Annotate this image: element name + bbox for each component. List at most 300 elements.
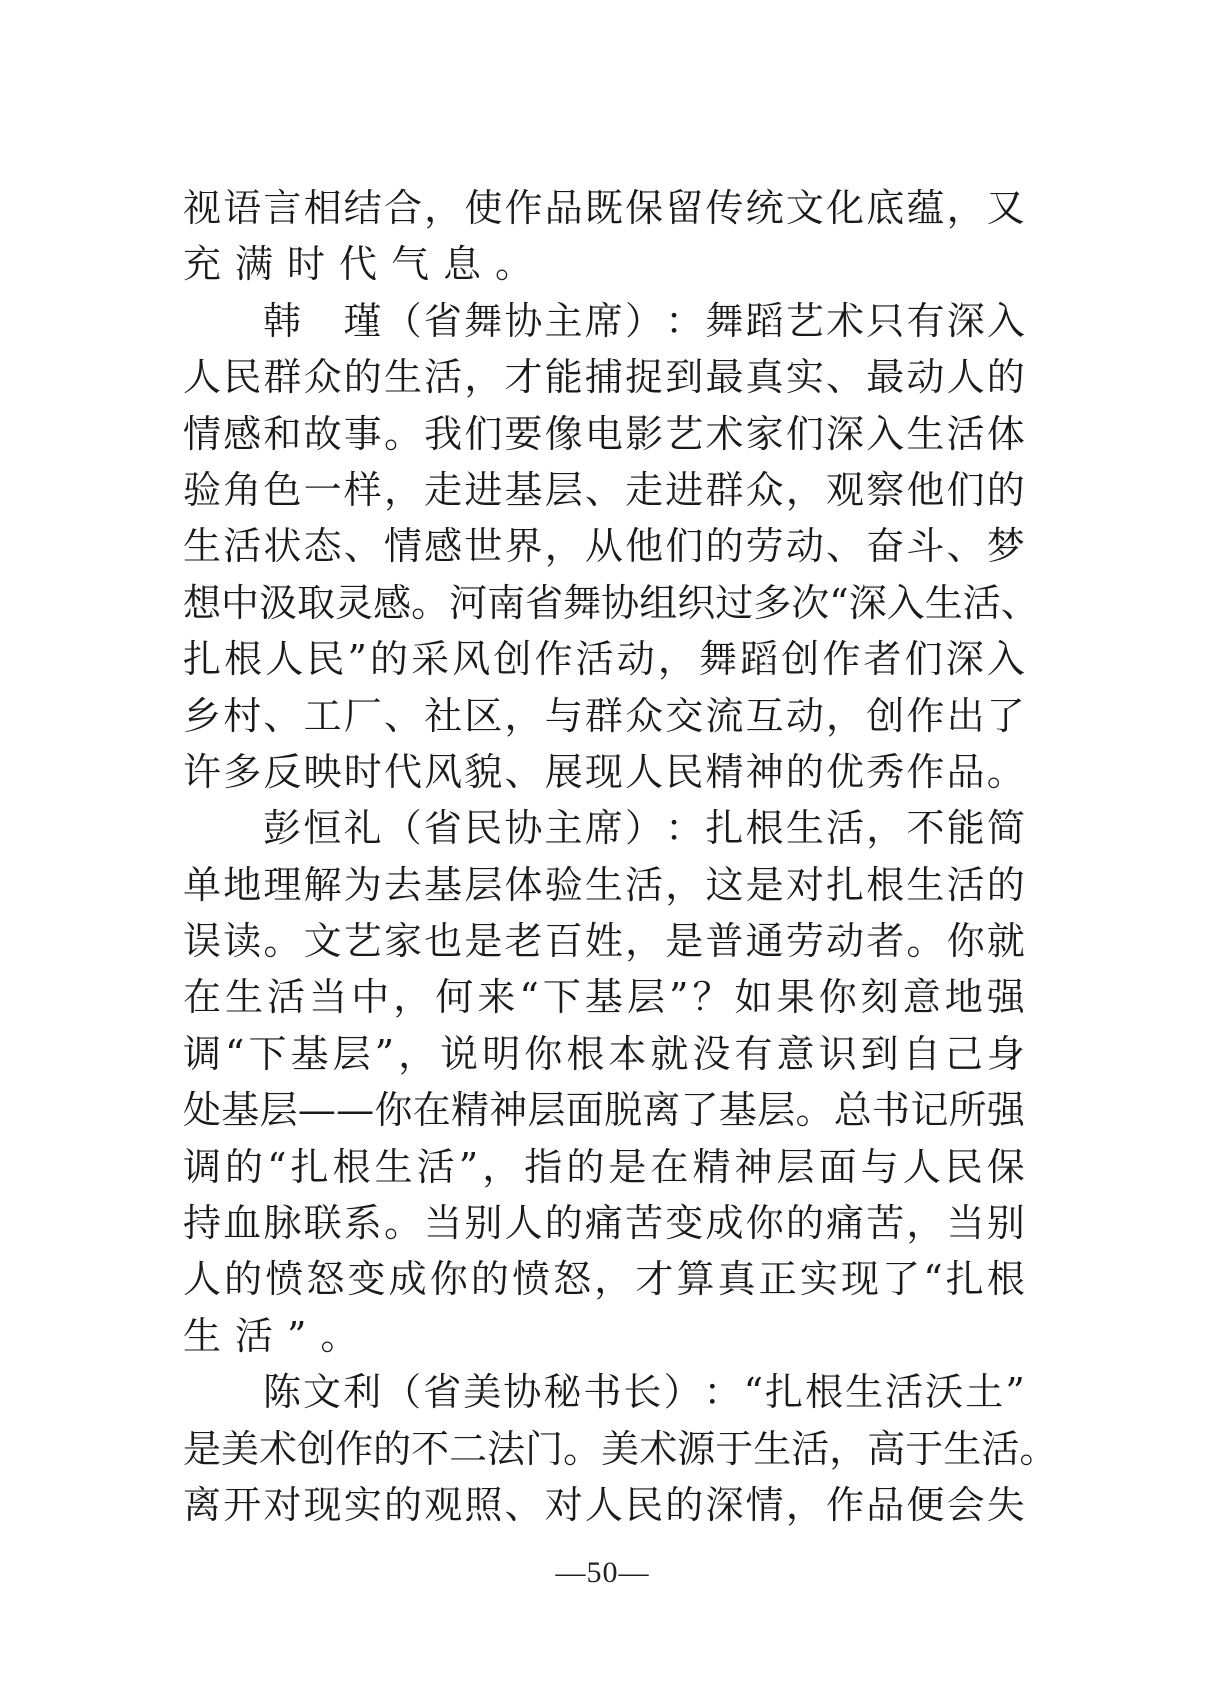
text-line bbox=[183, 857, 1025, 913]
glyph: 民 bbox=[944, 1144, 983, 1189]
glyph: 调 bbox=[183, 1031, 222, 1076]
glyph: ？ bbox=[692, 975, 731, 1020]
glyph: “ bbox=[519, 975, 539, 1020]
glyph: 要 bbox=[504, 411, 543, 456]
glyph: 的 bbox=[705, 524, 744, 569]
glyph: 、 bbox=[826, 524, 865, 569]
glyph: 别 bbox=[986, 1201, 1025, 1246]
glyph: 者 bbox=[863, 637, 902, 682]
glyph: ： bbox=[665, 806, 704, 851]
glyph: 作 bbox=[534, 637, 573, 682]
text-line bbox=[183, 688, 1025, 744]
glyph: 的 bbox=[986, 862, 1025, 907]
glyph: 明 bbox=[482, 1031, 521, 1076]
glyph: 人 bbox=[183, 355, 222, 400]
glyph: 层 bbox=[626, 975, 665, 1020]
glyph: 采 bbox=[411, 637, 450, 682]
glyph: 生 bbox=[584, 862, 623, 907]
glyph: 动 bbox=[785, 524, 824, 569]
glyph: 多 bbox=[753, 580, 792, 625]
glyph: 根 bbox=[745, 806, 784, 851]
glyph: 生 bbox=[753, 1426, 792, 1471]
glyph: 扎 bbox=[765, 1370, 804, 1415]
glyph: 社 bbox=[424, 693, 463, 738]
glyph: 深 bbox=[945, 637, 984, 682]
glyph: 许 bbox=[183, 749, 222, 794]
glyph: 有 bbox=[906, 298, 945, 343]
glyph: 现 bbox=[584, 749, 623, 794]
glyph: 根 bbox=[986, 1257, 1025, 1302]
glyph: 就 bbox=[986, 919, 1025, 964]
glyph: ” bbox=[374, 1031, 395, 1076]
glyph: 主 bbox=[544, 298, 583, 343]
glyph: 动 bbox=[826, 919, 865, 964]
glyph: 群 bbox=[263, 355, 302, 400]
glyph: 多 bbox=[223, 749, 262, 794]
glyph: 化 bbox=[826, 186, 865, 230]
glyph: 调 bbox=[183, 1144, 222, 1189]
glyph: 现 bbox=[841, 1257, 880, 1302]
glyph: 术 bbox=[826, 298, 865, 343]
glyph: 扎 bbox=[826, 862, 865, 907]
glyph: 的 bbox=[373, 1426, 412, 1471]
glyph: 了 bbox=[680, 1088, 719, 1133]
glyph: 蹈 bbox=[745, 298, 784, 343]
glyph: 活 bbox=[575, 637, 614, 682]
glyph: 姓 bbox=[584, 919, 623, 964]
glyph: 层 bbox=[757, 1088, 796, 1133]
glyph: 斗 bbox=[906, 524, 945, 569]
glyph: 像 bbox=[544, 411, 583, 456]
text-line bbox=[183, 1364, 1025, 1420]
glyph: 事 bbox=[343, 411, 382, 456]
glyph: 正 bbox=[758, 1257, 797, 1302]
glyph: 理 bbox=[263, 862, 302, 907]
glyph: 所 bbox=[948, 1088, 987, 1133]
glyph: 你 bbox=[524, 1031, 563, 1076]
glyph: 不 bbox=[411, 1426, 450, 1471]
glyph: 艺 bbox=[343, 919, 382, 964]
paragraph-speaker-remark bbox=[183, 800, 1025, 1364]
glyph: 如 bbox=[734, 975, 773, 1020]
glyph: 基 bbox=[504, 467, 543, 512]
glyph: 记 bbox=[910, 1088, 949, 1133]
glyph: ， bbox=[657, 637, 696, 682]
glyph: 他 bbox=[906, 467, 945, 512]
glyph: 深 bbox=[826, 411, 865, 456]
glyph: 别 bbox=[464, 1201, 503, 1246]
glyph: 席 bbox=[584, 806, 623, 851]
glyph: 生 bbox=[906, 411, 945, 456]
text-line bbox=[183, 1139, 1025, 1195]
glyph: 精 bbox=[450, 1088, 489, 1133]
glyph: 色 bbox=[263, 467, 302, 512]
glyph: 。 bbox=[383, 411, 422, 456]
glyph: 想 bbox=[183, 580, 222, 625]
glyph: 们 bbox=[946, 467, 985, 512]
glyph: 舞 bbox=[563, 580, 602, 625]
glyph: 层 bbox=[464, 862, 503, 907]
glyph: 深 bbox=[705, 1482, 744, 1527]
glyph: 统 bbox=[745, 186, 784, 230]
glyph: 蹈 bbox=[740, 637, 779, 682]
glyph: 的 bbox=[544, 1201, 583, 1246]
text-line bbox=[183, 406, 1025, 462]
glyph: 省 bbox=[525, 580, 564, 625]
glyph: 误 bbox=[183, 919, 222, 964]
glyph: 生 bbox=[374, 1144, 413, 1189]
glyph: 才 bbox=[504, 355, 543, 400]
glyph: 底 bbox=[866, 186, 905, 230]
glyph: 作 bbox=[906, 693, 945, 738]
glyph: 走 bbox=[424, 467, 463, 512]
glyph: 中 bbox=[351, 975, 390, 1020]
glyph: ， bbox=[866, 806, 905, 851]
glyph: 离 bbox=[642, 1088, 681, 1133]
glyph: “ bbox=[225, 1031, 245, 1076]
glyph: 脱 bbox=[604, 1088, 643, 1133]
glyph: 电 bbox=[584, 411, 623, 456]
glyph: 人 bbox=[946, 355, 985, 400]
glyph: 变 bbox=[347, 1257, 386, 1302]
glyph: 创 bbox=[866, 693, 905, 738]
glyph: ： bbox=[703, 1370, 742, 1415]
glyph: 。 bbox=[986, 749, 1025, 794]
glyph: 怒 bbox=[306, 1257, 345, 1302]
glyph: 出 bbox=[946, 693, 985, 738]
glyph: 和 bbox=[263, 411, 302, 456]
glyph: 只 bbox=[866, 298, 905, 343]
glyph: 刻 bbox=[860, 975, 899, 1020]
glyph: 的 bbox=[370, 637, 409, 682]
glyph: 。 bbox=[263, 919, 302, 964]
glyph: 乡 bbox=[183, 693, 222, 738]
glyph: 保 bbox=[986, 1144, 1025, 1189]
text-line bbox=[183, 518, 1025, 574]
glyph: 高 bbox=[867, 1426, 906, 1471]
glyph: 态 bbox=[303, 524, 342, 569]
glyph: 过 bbox=[715, 580, 754, 625]
glyph: 在 bbox=[650, 1144, 689, 1189]
glyph: 失 bbox=[986, 1482, 1025, 1527]
glyph: 、 bbox=[343, 524, 382, 569]
paragraph-speaker-remark bbox=[183, 1364, 1058, 1533]
text-line: 充满时代气息。 bbox=[183, 242, 548, 287]
glyph: 才 bbox=[635, 1257, 674, 1302]
glyph: 时 bbox=[343, 749, 382, 794]
glyph: 说 bbox=[440, 1031, 479, 1076]
glyph: 文 bbox=[303, 919, 342, 964]
glyph: 秘 bbox=[543, 1370, 582, 1415]
glyph: 实 bbox=[799, 1257, 838, 1302]
glyph: 相 bbox=[303, 186, 342, 230]
glyph: 作 bbox=[335, 1426, 374, 1471]
glyph: 精 bbox=[705, 749, 744, 794]
glyph: 深 bbox=[946, 298, 985, 343]
glyph: 韩 bbox=[263, 298, 302, 343]
glyph: 总 bbox=[833, 1088, 872, 1133]
glyph: 们 bbox=[785, 411, 824, 456]
glyph: （ bbox=[383, 298, 422, 343]
glyph: 你 bbox=[946, 919, 985, 964]
glyph: 、 bbox=[1000, 580, 1039, 625]
glyph: 百 bbox=[544, 919, 583, 964]
glyph: 活 bbox=[625, 862, 664, 907]
glyph: 舞 bbox=[705, 298, 744, 343]
glyph: 协 bbox=[504, 298, 543, 343]
glyph: 。 bbox=[383, 1201, 422, 1246]
glyph: 世 bbox=[464, 524, 503, 569]
glyph: 品 bbox=[946, 749, 985, 794]
glyph: 痛 bbox=[826, 1201, 865, 1246]
glyph: “ bbox=[743, 1370, 763, 1415]
glyph: 人 bbox=[504, 1201, 543, 1246]
glyph: 动 bbox=[616, 637, 655, 682]
glyph: 是 bbox=[608, 1144, 647, 1189]
glyph: 作 bbox=[906, 749, 945, 794]
glyph: 简 bbox=[986, 806, 1025, 851]
text-line bbox=[183, 744, 1025, 800]
glyph: 的 bbox=[383, 1482, 422, 1527]
glyph: 根 bbox=[805, 1370, 844, 1415]
glyph: 展 bbox=[544, 749, 583, 794]
glyph: 入 bbox=[986, 637, 1025, 682]
glyph: — bbox=[297, 1088, 336, 1133]
glyph: 于 bbox=[715, 1426, 754, 1471]
glyph: ， bbox=[906, 1201, 945, 1246]
glyph: 的 bbox=[566, 1144, 605, 1189]
glyph: 最 bbox=[866, 355, 905, 400]
glyph: 持 bbox=[183, 1201, 222, 1246]
glyph: 去 bbox=[383, 862, 422, 907]
glyph: 脉 bbox=[263, 1201, 302, 1246]
glyph: 保 bbox=[625, 186, 664, 230]
glyph: 二 bbox=[449, 1426, 488, 1471]
glyph: 。 bbox=[411, 580, 450, 625]
glyph: 合 bbox=[383, 186, 422, 230]
glyph: 有 bbox=[734, 1031, 773, 1076]
glyph: 席 bbox=[584, 298, 623, 343]
glyph: 与 bbox=[860, 1144, 899, 1189]
glyph: 舞 bbox=[699, 637, 738, 682]
glyph: 、 bbox=[263, 693, 302, 738]
glyph: 根 bbox=[566, 1031, 605, 1076]
glyph: 情 bbox=[183, 411, 222, 456]
glyph: 了 bbox=[986, 693, 1025, 738]
glyph: 品 bbox=[544, 186, 583, 230]
body-text bbox=[183, 180, 1058, 1533]
glyph: ， bbox=[504, 693, 543, 738]
glyph: ， bbox=[946, 186, 985, 230]
glyph: 到 bbox=[665, 355, 704, 400]
glyph: 与 bbox=[544, 693, 583, 738]
glyph: 活 bbox=[981, 1426, 1020, 1471]
glyph: 根 bbox=[224, 637, 263, 682]
glyph: 何 bbox=[435, 975, 474, 1020]
glyph: 。 bbox=[563, 1426, 602, 1471]
glyph: 能 bbox=[544, 355, 583, 400]
glyph: 当 bbox=[309, 975, 348, 1020]
glyph: 愤 bbox=[265, 1257, 304, 1302]
text-line bbox=[183, 631, 1025, 687]
glyph: 血 bbox=[223, 1201, 262, 1246]
glyph: 活 bbox=[267, 975, 306, 1020]
glyph: 神 bbox=[734, 1144, 773, 1189]
glyph: 文 bbox=[785, 186, 824, 230]
glyph: ， bbox=[424, 186, 463, 230]
glyph: 识 bbox=[818, 1031, 857, 1076]
glyph: 省 bbox=[423, 1370, 462, 1415]
glyph: 长 bbox=[623, 1370, 662, 1415]
glyph: 的 bbox=[224, 1257, 263, 1302]
text-line bbox=[183, 1421, 1058, 1477]
glyph: 陈 bbox=[263, 1370, 302, 1415]
glyph: 扎 bbox=[290, 1144, 329, 1189]
glyph: 真 bbox=[717, 1257, 756, 1302]
glyph: 活 bbox=[424, 355, 463, 400]
glyph: 一 bbox=[303, 467, 342, 512]
glyph: 法 bbox=[487, 1426, 526, 1471]
glyph: 对 bbox=[544, 1482, 583, 1527]
glyph: 你 bbox=[374, 1088, 413, 1133]
glyph: 实 bbox=[785, 355, 824, 400]
glyph: 。 bbox=[1019, 1426, 1058, 1471]
glyph: 主 bbox=[544, 806, 583, 851]
glyph: 生 bbox=[183, 524, 222, 569]
glyph: 利 bbox=[343, 1370, 382, 1415]
glyph: 家 bbox=[383, 919, 422, 964]
glyph: 是 bbox=[464, 919, 503, 964]
text-line bbox=[183, 1195, 1025, 1251]
glyph: 彭 bbox=[263, 806, 302, 851]
glyph: ， bbox=[398, 1031, 437, 1076]
glyph: 苦 bbox=[866, 1201, 905, 1246]
glyph: 影 bbox=[625, 411, 664, 456]
glyph: 书 bbox=[872, 1088, 911, 1133]
glyph: 的 bbox=[470, 1257, 509, 1302]
glyph: 为 bbox=[343, 862, 382, 907]
glyph: 的 bbox=[986, 467, 1025, 512]
glyph: 强 bbox=[986, 1088, 1025, 1133]
glyph: 。 bbox=[906, 919, 945, 964]
glyph: 联 bbox=[303, 1201, 342, 1246]
glyph: 在 bbox=[183, 975, 222, 1020]
glyph: 劳 bbox=[745, 524, 784, 569]
glyph: 们 bbox=[464, 411, 503, 456]
glyph: 基 bbox=[290, 1031, 329, 1076]
glyph: 流 bbox=[705, 693, 744, 738]
glyph: 通 bbox=[745, 919, 784, 964]
glyph: 生 bbox=[943, 1426, 982, 1471]
glyph: 感 bbox=[424, 524, 463, 569]
glyph: ， bbox=[544, 524, 583, 569]
glyph: 省 bbox=[423, 806, 462, 851]
text-line bbox=[183, 293, 1025, 349]
glyph: 沃 bbox=[925, 1370, 964, 1415]
glyph: 的 bbox=[986, 355, 1025, 400]
page-number: —50— bbox=[555, 1556, 650, 1589]
glyph: 貌 bbox=[464, 749, 503, 794]
glyph: 处 bbox=[183, 1088, 222, 1133]
glyph: 织 bbox=[677, 580, 716, 625]
glyph: 术 bbox=[259, 1426, 298, 1471]
glyph: 生 bbox=[924, 580, 963, 625]
glyph: 验 bbox=[183, 467, 222, 512]
glyph: 当 bbox=[946, 1201, 985, 1246]
glyph: 群 bbox=[705, 467, 744, 512]
glyph: 察 bbox=[866, 467, 905, 512]
glyph: 视 bbox=[183, 186, 222, 230]
glyph: 活 bbox=[826, 806, 865, 851]
glyph: 作 bbox=[822, 637, 861, 682]
glyph: ， bbox=[665, 862, 704, 907]
glyph: 层 bbox=[544, 467, 583, 512]
glyph: 区 bbox=[464, 693, 503, 738]
glyph: 活 bbox=[791, 1426, 830, 1471]
glyph: 河 bbox=[449, 580, 488, 625]
glyph: 生 bbox=[785, 806, 824, 851]
glyph: 指 bbox=[524, 1144, 563, 1189]
glyph: 传 bbox=[705, 186, 744, 230]
glyph: 观 bbox=[424, 1482, 463, 1527]
glyph: 你 bbox=[429, 1257, 468, 1302]
glyph: 基 bbox=[424, 862, 463, 907]
glyph: 、 bbox=[584, 467, 623, 512]
glyph: 现 bbox=[303, 1482, 342, 1527]
glyph: 果 bbox=[776, 975, 815, 1020]
glyph: 感 bbox=[373, 580, 412, 625]
glyph: 艺 bbox=[785, 298, 824, 343]
glyph: 苦 bbox=[625, 1201, 664, 1246]
glyph: — bbox=[336, 1088, 375, 1133]
glyph: 活 bbox=[946, 411, 985, 456]
glyph: 劳 bbox=[785, 919, 824, 964]
glyph: 厂 bbox=[343, 693, 382, 738]
text-line: 生活”。 bbox=[183, 1313, 373, 1358]
glyph: 精 bbox=[692, 1144, 731, 1189]
glyph: 便 bbox=[906, 1482, 945, 1527]
glyph: 术 bbox=[639, 1426, 678, 1471]
glyph: 面 bbox=[818, 1144, 857, 1189]
glyph: 是 bbox=[745, 862, 784, 907]
glyph: 的 bbox=[665, 1482, 704, 1527]
glyph: 读 bbox=[223, 919, 262, 964]
glyph: “ bbox=[267, 1144, 287, 1189]
glyph: 众 bbox=[745, 467, 784, 512]
glyph: 扎 bbox=[705, 806, 744, 851]
text-line bbox=[183, 180, 1025, 236]
glyph: 对 bbox=[785, 862, 824, 907]
glyph: 成 bbox=[705, 1201, 744, 1246]
glyph: 舞 bbox=[464, 298, 503, 343]
glyph: ， bbox=[625, 919, 664, 964]
glyph: 群 bbox=[584, 693, 623, 738]
glyph: 作 bbox=[826, 1482, 865, 1527]
glyph: 故 bbox=[303, 411, 342, 456]
glyph: 们 bbox=[904, 637, 943, 682]
glyph: 解 bbox=[303, 862, 342, 907]
glyph: ， bbox=[482, 1144, 521, 1189]
glyph: 己 bbox=[944, 1031, 983, 1076]
glyph: 痛 bbox=[584, 1201, 623, 1246]
glyph: 民 bbox=[464, 806, 503, 851]
text-line bbox=[183, 1477, 1025, 1533]
glyph: 捉 bbox=[625, 355, 664, 400]
glyph: 活 bbox=[946, 862, 985, 907]
glyph: 组 bbox=[639, 580, 678, 625]
glyph: 也 bbox=[424, 919, 463, 964]
glyph: ” bbox=[458, 1144, 479, 1189]
